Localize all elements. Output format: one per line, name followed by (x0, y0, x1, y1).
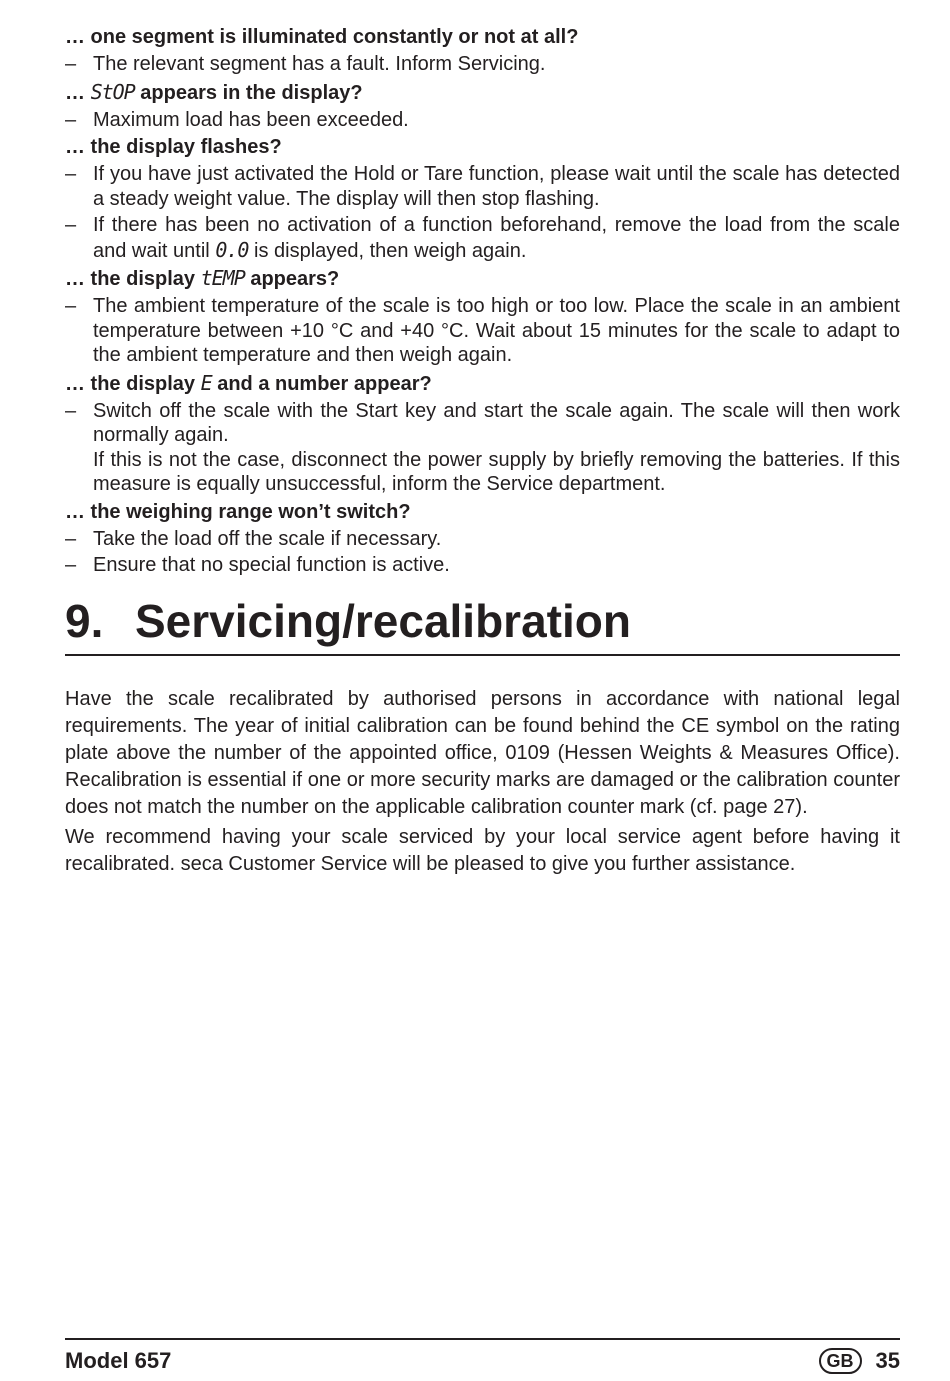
question-temp (65, 265, 900, 292)
answer-text: The relevant segment has a fault. Inform Servicing. (93, 53, 546, 75)
section-heading (65, 594, 900, 656)
section-body (65, 686, 900, 878)
country-badge: GB (819, 1348, 862, 1374)
display-symbol-zero: 0.0 (215, 237, 249, 262)
dash: – (65, 527, 77, 550)
dash: – (65, 554, 77, 576)
section-number: 9. (65, 594, 104, 647)
display-symbol-error: E (200, 370, 212, 395)
answer-item (65, 213, 900, 263)
answer-text: Maximum load has been exceeded. (93, 108, 409, 131)
display-symbol-temp: tEMP (200, 266, 245, 290)
paragraph: We recommend having your scale serviced by your local service agent before having it recalibrated. seca Customer Service will be pleased to give you further assistance. (65, 825, 900, 875)
question-flashes: … the display flashes? (65, 136, 282, 158)
question-suffix: and a number appear? (217, 372, 432, 395)
answer-item (65, 527, 900, 552)
question-range: … the weighing range won’t switch? (65, 500, 411, 523)
answer-item (65, 294, 900, 368)
answer-text: If you have just activated the Hold or Tare function, please wait until the scale has detected a steady weight value. The display will then stop flashing. (93, 163, 900, 210)
dash: – (65, 214, 77, 236)
answer-item (65, 162, 900, 211)
answer-text-continued: If this is not the case, disconnect the power supply by briefly removing the batteries. If this measure is equally unsuccessful, inform the Service department. (93, 448, 900, 495)
section-title: Servicing/recalibration (135, 594, 631, 647)
answer-item (65, 553, 900, 578)
model-name: Model 657 (65, 1348, 172, 1373)
troubleshooting-section (65, 24, 900, 881)
footer-right (819, 1348, 900, 1374)
question-stop (65, 79, 900, 106)
answer-text: Ensure that no special function is active. (93, 554, 450, 576)
page-number: 35 (875, 1348, 900, 1373)
answer-item (65, 399, 900, 497)
question-prefix: … (65, 81, 85, 104)
question-prefix: … the display (65, 268, 196, 290)
paragraph: Have the scale recalibrated by authorised persons in accordance with national legal requirements. The year of initial calibration can be found behind the CE symbol on the rating plate above the number of the appointed office, 0109 (Hessen Weights & Measures Office). Recalibration is essential if one or more security marks are damaged or the calibration counter does not match the number on the applicable calibration counter mark (cf. page 27). (65, 687, 900, 818)
question-segment: … one segment is illuminated constantly or not at all? (65, 26, 579, 48)
answer-text-prefix: If there has been no activation of a function beforehand, remove the load from the scale and wait until (93, 214, 900, 262)
question-error (65, 370, 900, 397)
page-footer (65, 1338, 900, 1374)
dash: – (65, 108, 77, 131)
display-symbol-stop: StOP (90, 79, 135, 104)
answer-text: The ambient temperature of the scale is too high or too low. Place the scale in an ambient temperature between +10 °C and +40 °C. Wait about 15 minutes for the scale to adapt to the ambient temperature and then weigh again. (93, 295, 900, 366)
answer-item (65, 108, 900, 133)
answer-item (65, 52, 900, 77)
answer-text-suffix: is displayed, then weigh again. (254, 239, 527, 262)
answer-text: Take the load off the scale if necessary. (93, 527, 442, 550)
answer-text: Switch off the scale with the Start key and start the scale again. The scale will then work normally again. (93, 399, 900, 446)
dash: – (65, 399, 77, 422)
question-prefix: … the display (65, 372, 196, 395)
dash: – (65, 295, 77, 317)
question-suffix: appears? (250, 268, 340, 290)
dash: – (65, 53, 77, 75)
dash: – (65, 163, 77, 185)
question-suffix: appears in the display? (140, 81, 363, 104)
